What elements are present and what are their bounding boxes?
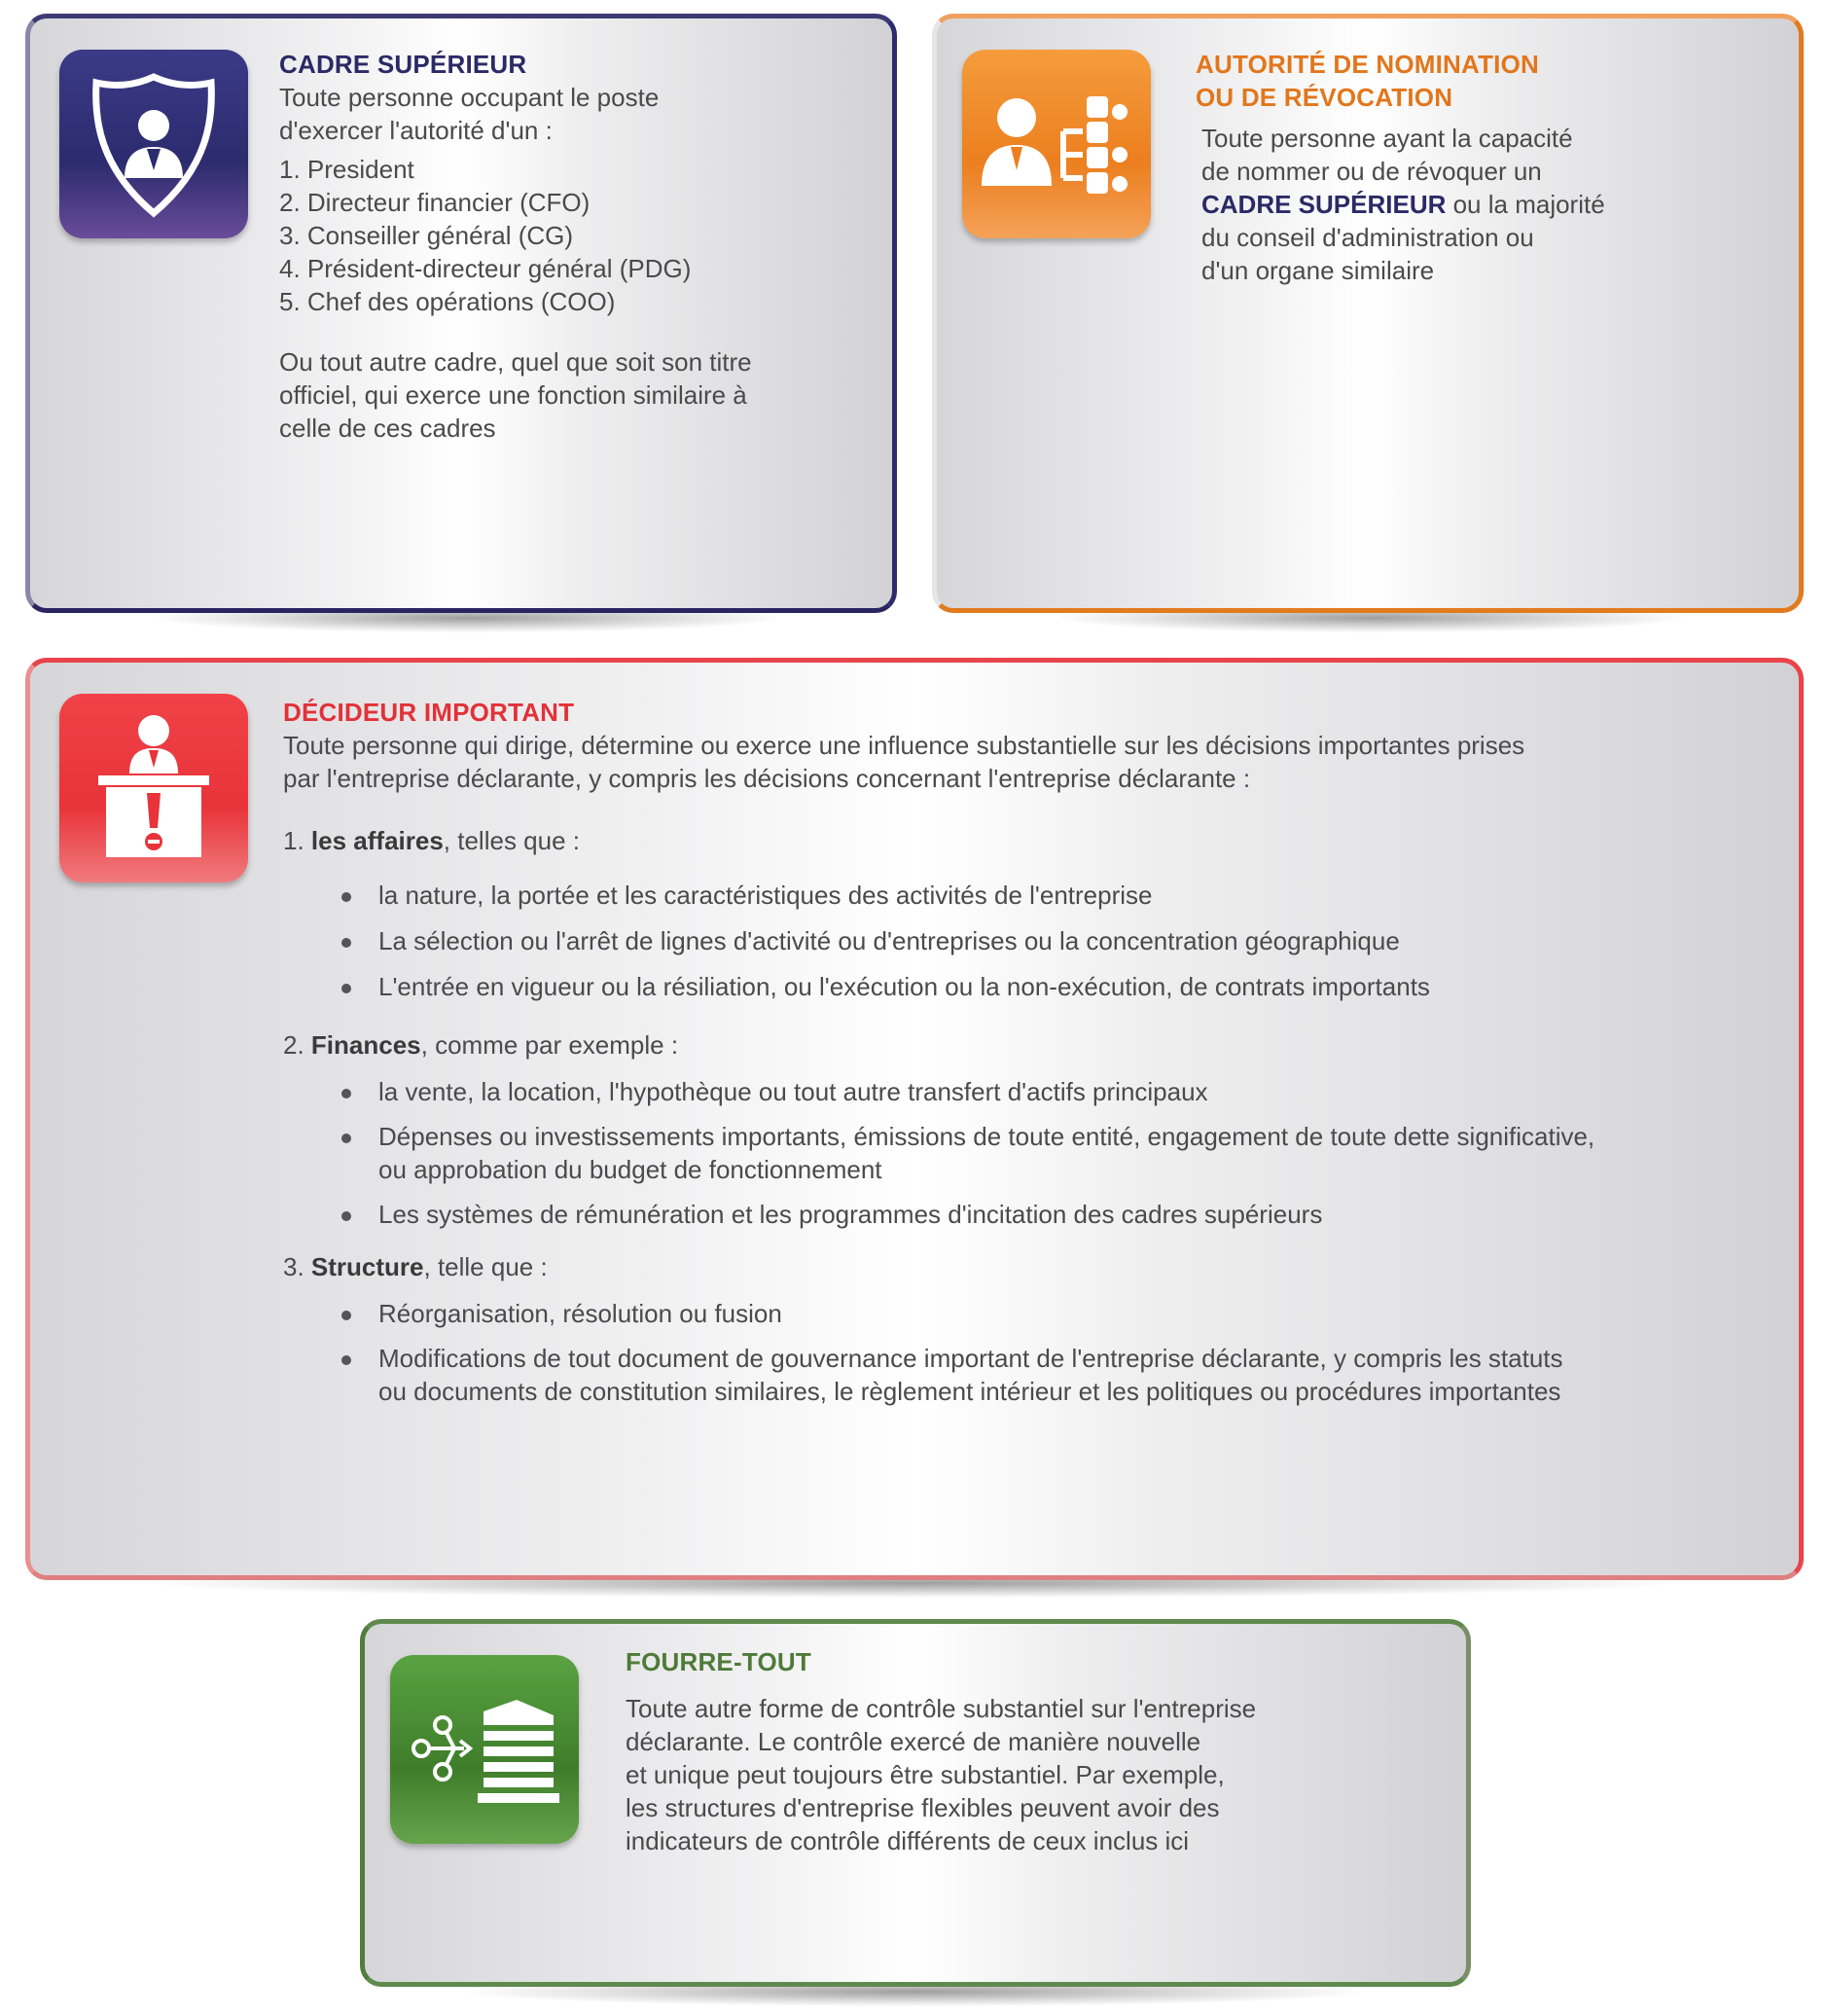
- list-item: L'entrée en vigueur ou la résiliation, ou l'exécution ou la non-exécution, de contrats importants: [283, 970, 1781, 1003]
- bullet-list: [283, 1075, 1781, 1231]
- card-important-decision-maker: [25, 658, 1804, 1580]
- card-senior-officer: [25, 14, 897, 613]
- list-item: 2. Directeur financier (CFO): [279, 188, 591, 217]
- card-title: FOURRE-TOUT: [626, 1647, 811, 1676]
- card-intro: d'exercer l'autorité d'un :: [279, 116, 553, 145]
- card-body-line: Toute personne ayant la capacité: [1201, 124, 1573, 153]
- card-title: CADRE SUPÉRIEUR: [279, 50, 527, 79]
- list-item-line: ou approbation du budget de fonctionnement: [378, 1155, 882, 1184]
- card-body-line: d'un organe similaire: [1201, 256, 1435, 285]
- list-item-line: ou documents de constitution similaires, le règlement intérieur et les politiques ou procédures importantes: [378, 1377, 1561, 1406]
- bullet-list: [283, 1297, 1781, 1408]
- card-catch-all: [360, 1619, 1471, 1987]
- section-number: 1.: [283, 826, 311, 855]
- list-item: Les systèmes de rémunération et les programmes d'incitation des cadres supérieurs: [283, 1198, 1781, 1231]
- card-title: DÉCIDEUR IMPORTANT: [283, 698, 575, 727]
- list-item: [283, 1342, 1781, 1408]
- section-suffix: , telles que :: [443, 826, 580, 855]
- list-item: 1. President: [279, 155, 414, 184]
- section-heading: [283, 1250, 1781, 1283]
- card-intro: par l'entreprise déclarante, y compris les décisions concernant l'entreprise déclarante :: [283, 764, 1251, 793]
- card-appointment-authority: [932, 14, 1804, 613]
- card-body-line: du conseil d'administration ou: [1201, 223, 1534, 252]
- list-item-line: Dépenses ou investissements importants, émissions de toute entité, engagement de toute dette significative,: [378, 1122, 1595, 1151]
- section-heading: [283, 1028, 1781, 1062]
- list-item: [283, 1120, 1781, 1186]
- card-body-line: [1201, 188, 1779, 221]
- section-heading: [283, 824, 1781, 857]
- card-body-line: indicateurs de contrôle différents de ceux inclus ici: [626, 1826, 1190, 1855]
- shield-person-icon: [59, 50, 248, 238]
- list-item: Réorganisation, résolution ou fusion: [283, 1297, 1781, 1330]
- card-outro: Ou tout autre cadre, quel que soit son titre: [279, 347, 752, 377]
- card-body-line: de nommer ou de révoquer un: [1201, 157, 1542, 186]
- person-desk-alert-icon: [59, 694, 248, 882]
- list-item: La sélection ou l'arrêt de lignes d'activité ou d'entreprises ou la concentration géographique: [283, 924, 1781, 957]
- card-intro: Toute personne occupant le poste: [279, 83, 660, 112]
- card-body-line: déclarante. Le contrôle exercé de manière nouvelle: [626, 1727, 1201, 1756]
- section-suffix: , comme par exemple :: [420, 1030, 679, 1060]
- card-outro: celle de ces cadres: [279, 414, 496, 443]
- officer-list: [279, 153, 863, 318]
- bullet-list: [283, 879, 1781, 1003]
- list-item: la nature, la portée et les caractéristiques des activités de l'entreprise: [283, 879, 1781, 912]
- list-item: 4. Président-directeur général (PDG): [279, 254, 692, 283]
- network-building-icon: [390, 1655, 579, 1844]
- card-intro: Toute personne qui dirige, détermine ou exerce une influence substantielle sur les décisions importantes prises: [283, 731, 1525, 760]
- section-keyword: Structure: [310, 1252, 424, 1281]
- card-outro: officiel, qui exerce une fonction similaire à: [279, 380, 747, 410]
- senior-officer-reference: CADRE SUPÉRIEUR: [1201, 190, 1447, 219]
- section-number: 2.: [283, 1030, 311, 1060]
- section-suffix: , telle que :: [423, 1252, 548, 1281]
- card-body-line: Toute autre forme de contrôle substantiel sur l'entreprise: [626, 1694, 1257, 1723]
- person-hierarchy-icon: [962, 50, 1151, 238]
- card-title: OU DE RÉVOCATION: [1196, 83, 1453, 112]
- section-keyword: Finances: [310, 1030, 421, 1060]
- list-item: 5. Chef des opérations (COO): [279, 287, 616, 316]
- card-title: AUTORITÉ DE NOMINATION: [1196, 50, 1539, 79]
- section-number: 3.: [283, 1252, 311, 1281]
- card-body-line: les structures d'entreprise flexibles peuvent avoir des: [626, 1793, 1220, 1822]
- card-body-line: et unique peut toujours être substantiel. Par exemple,: [626, 1760, 1225, 1789]
- list-item: 3. Conseiller général (CG): [279, 221, 574, 250]
- list-item-line: Modifications de tout document de gouvernance important de l'entreprise déclarante, y compris les statuts: [378, 1344, 1563, 1373]
- section-keyword: les affaires: [310, 826, 444, 855]
- list-item: la vente, la location, l'hypothèque ou tout autre transfert d'actifs principaux: [283, 1075, 1781, 1108]
- card-body-text: ou la majorité: [1446, 190, 1605, 219]
